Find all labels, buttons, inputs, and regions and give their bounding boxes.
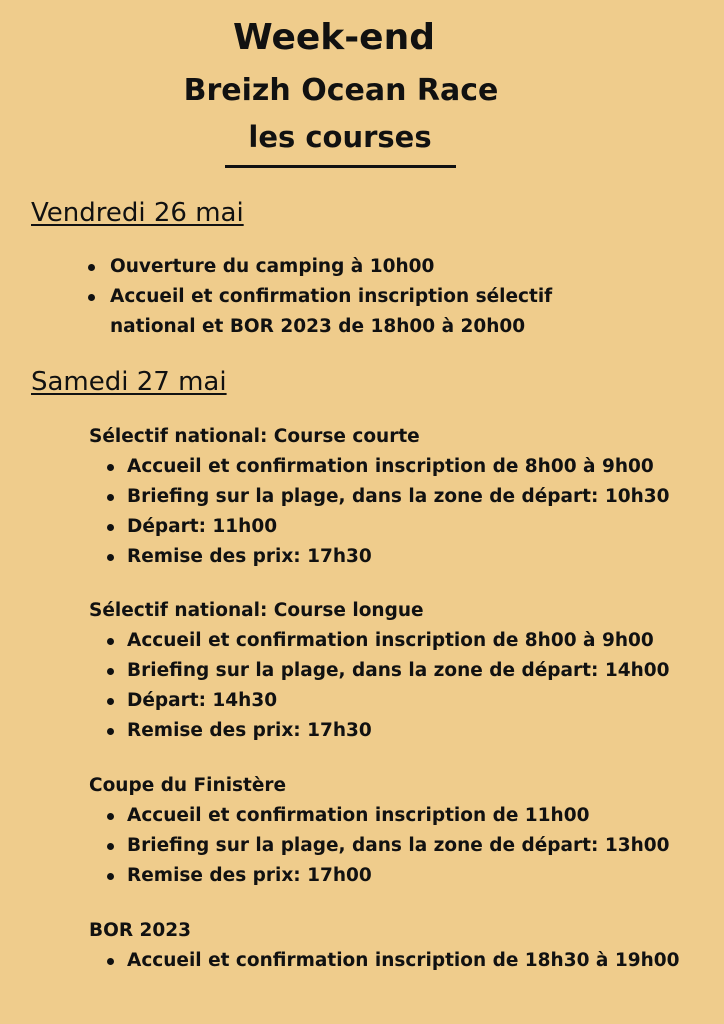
list-item: Remise des prix: 17h30 xyxy=(127,542,717,572)
day-heading-saturday: Samedi 27 mai xyxy=(31,367,227,397)
list-item: Ouverture du camping à 10h00 xyxy=(110,252,710,282)
list-item: Accueil et confirmation inscription de 11h00 xyxy=(127,801,717,831)
list-item: Remise des prix: 17h30 xyxy=(127,716,717,746)
list-item: Départ: 11h00 xyxy=(127,512,717,542)
list-item: Briefing sur la plage, dans la zone de départ: 10h30 xyxy=(127,482,717,512)
section-title-course-courte: Sélectif national: Course courte xyxy=(89,426,420,447)
page-subtitle: les courses xyxy=(248,120,432,154)
day-heading-friday: Vendredi 26 mai xyxy=(31,198,244,228)
section-title-coupe-finistere: Coupe du Finistère xyxy=(89,775,287,796)
list-item: Départ: 14h30 xyxy=(127,686,717,716)
list-item: Briefing sur la plage, dans la zone de départ: 13h00 xyxy=(127,831,717,861)
section-title-course-longue: Sélectif national: Course longue xyxy=(89,600,424,621)
event-name: Breizh Ocean Race xyxy=(183,73,499,108)
list-item: Accueil et confirmation inscription de 8h00 à 9h00 xyxy=(127,626,717,656)
list-item: Accueil et confirmation inscription sélectif national et BOR 2023 de 18h00 à 20h00 xyxy=(110,282,610,342)
title-underline xyxy=(225,165,456,168)
friday-list xyxy=(110,252,710,342)
section-list-bor-2023 xyxy=(127,946,717,976)
list-item: Accueil et confirmation inscription de 18h30 à 19h00 xyxy=(127,946,717,976)
page-title: Week-end xyxy=(233,17,435,58)
list-item: Accueil et confirmation inscription de 8h00 à 9h00 xyxy=(127,452,717,482)
section-title-bor-2023: BOR 2023 xyxy=(89,920,192,941)
section-list-coupe-finistere xyxy=(127,801,717,891)
section-list-course-courte xyxy=(127,452,717,572)
section-list-course-longue xyxy=(127,626,717,746)
list-item: Briefing sur la plage, dans la zone de départ: 14h00 xyxy=(127,656,717,686)
list-item: Remise des prix: 17h00 xyxy=(127,861,717,891)
